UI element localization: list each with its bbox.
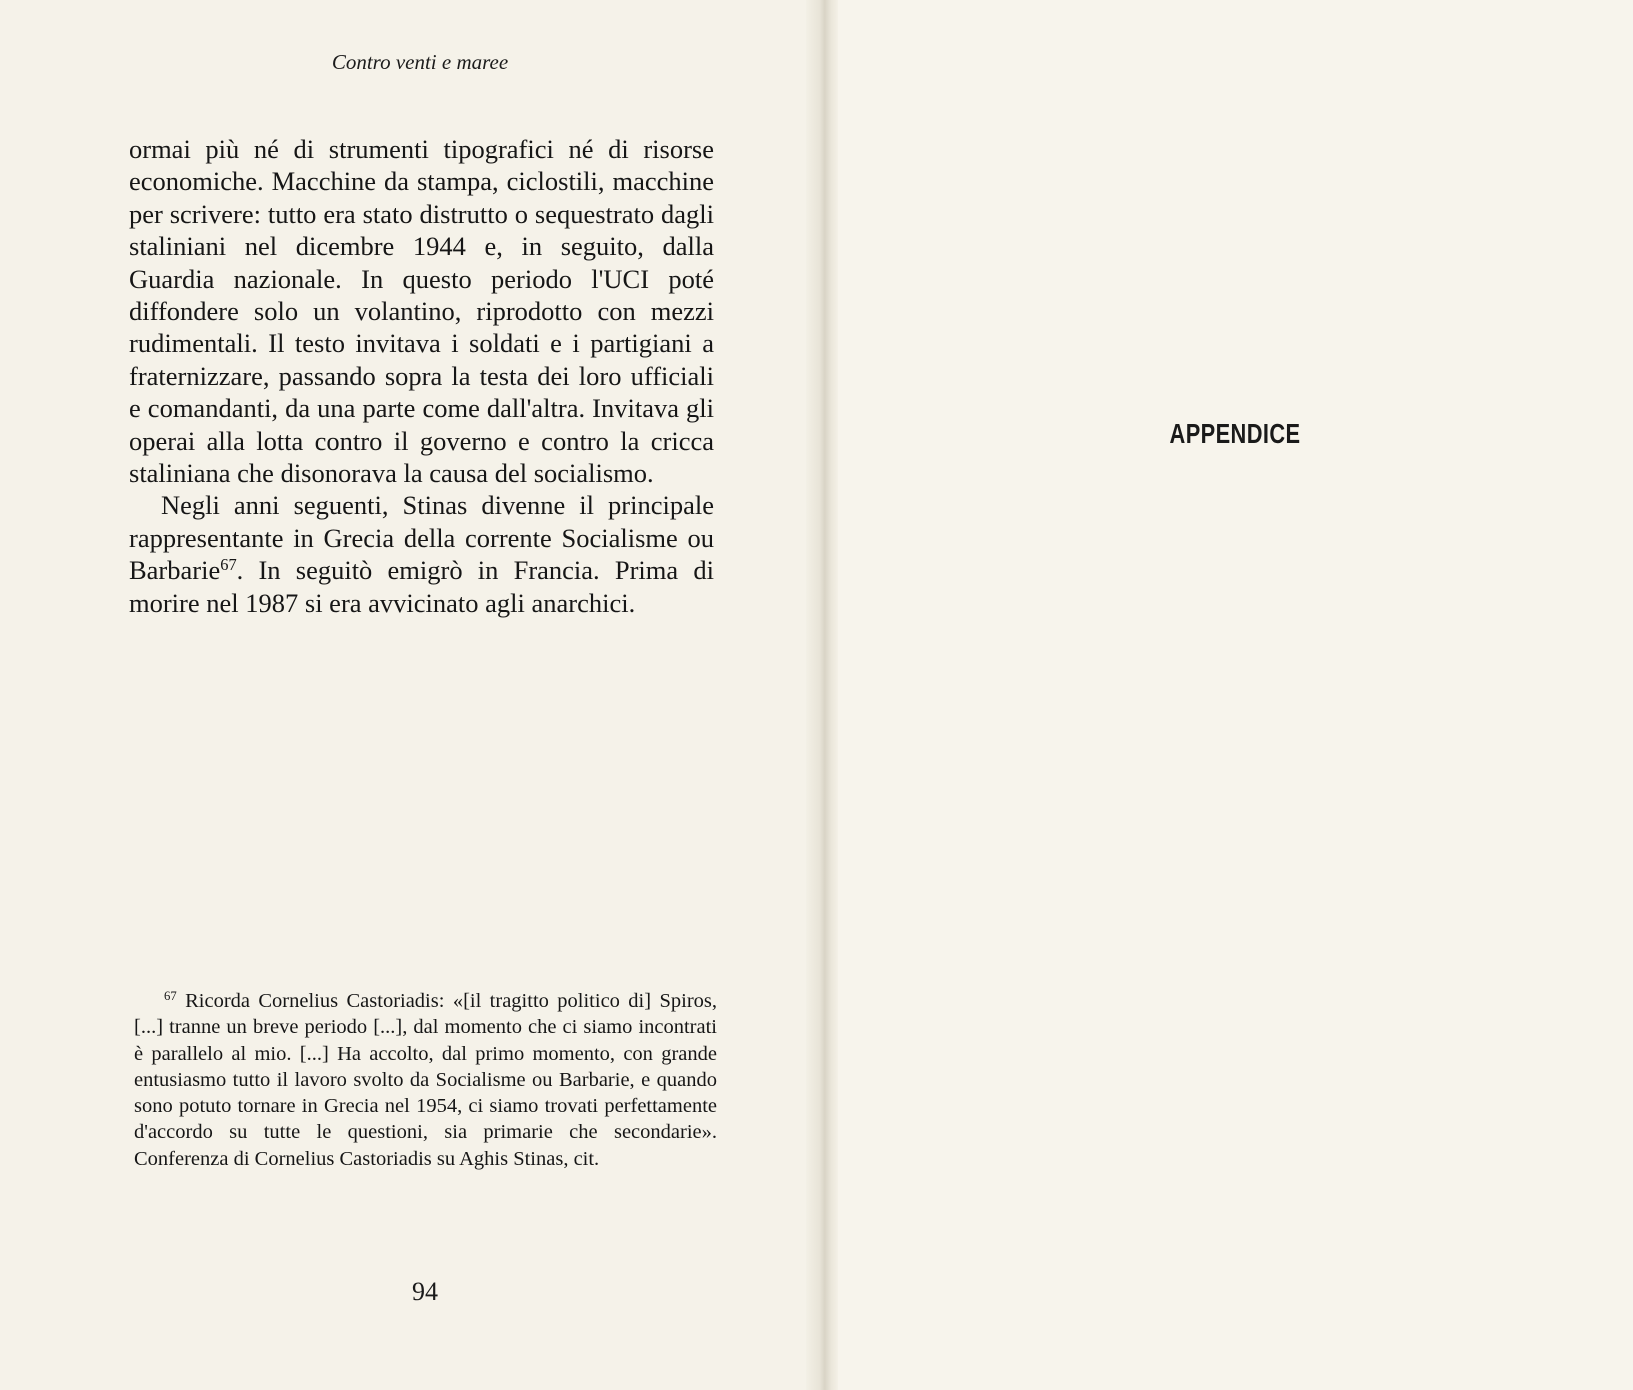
footnote — [134, 988, 717, 1172]
appendix-title: APPENDICE — [1169, 418, 1301, 449]
footnote-paragraph — [134, 988, 717, 1172]
right-page — [838, 0, 1633, 1390]
paragraph-1: ormai più né di strumenti tipografici né di risorse economiche. Macchine da stampa, ciclostili, macchine per scrivere: tutto era stato distrutto o sequestrato dagli staliniani nel dicembre 1944 e, in seguito, dalla Guardia nazionale. In questo periodo l'UCI poté diffondere solo un volantino, riprodotto con mezzi rudimentali. Il testo invitava i soldati e i partigiani a fraternizzare, passando sopra la testa dei loro ufficiali e comandanti, da una parte come dall'altra. Invitava gli operai alla lotta contro il governo e contro la cricca staliniana che disonorava la causa del socialismo. — [129, 134, 714, 489]
footnote-number: 67 — [164, 989, 177, 1004]
paragraph-2-text: Negli anni seguenti, Stinas divenne il principale rappresentante in Grecia della corrente Socialisme ou Barbarie — [129, 490, 714, 586]
page-number: 94 — [412, 1277, 438, 1306]
footnote-text: Ricorda Cornelius Castoriadis: «[il tragitto politico di] Spiros, [...] tranne un breve periodo [...], dal momento che ci siamo incontrati è parallelo al mio. [...] Ha accolto, dal primo momento, con grande entusiasmo tutto il lavoro svolto da Socialisme ou Barbarie, e quando sono potuto tornare in Grecia nel 1954, ci siamo trovati perfettamente d'accordo su tutte le questioni, sia primarie che secondarie». Conferenza di Cornelius Castoriadis su Aghis Stinas, cit. — [134, 990, 717, 1170]
running-head: Contro venti e maree — [331, 50, 509, 74]
paragraph-2 — [129, 489, 714, 619]
body-text — [129, 133, 714, 619]
paragraph-2-text-end: . In seguitò emigrò in Francia. Prima di morire nel 1987 si era avvicinato agli anarchici. — [129, 555, 714, 618]
footnote-reference: 67 — [220, 555, 237, 575]
book-gutter — [806, 0, 840, 1390]
